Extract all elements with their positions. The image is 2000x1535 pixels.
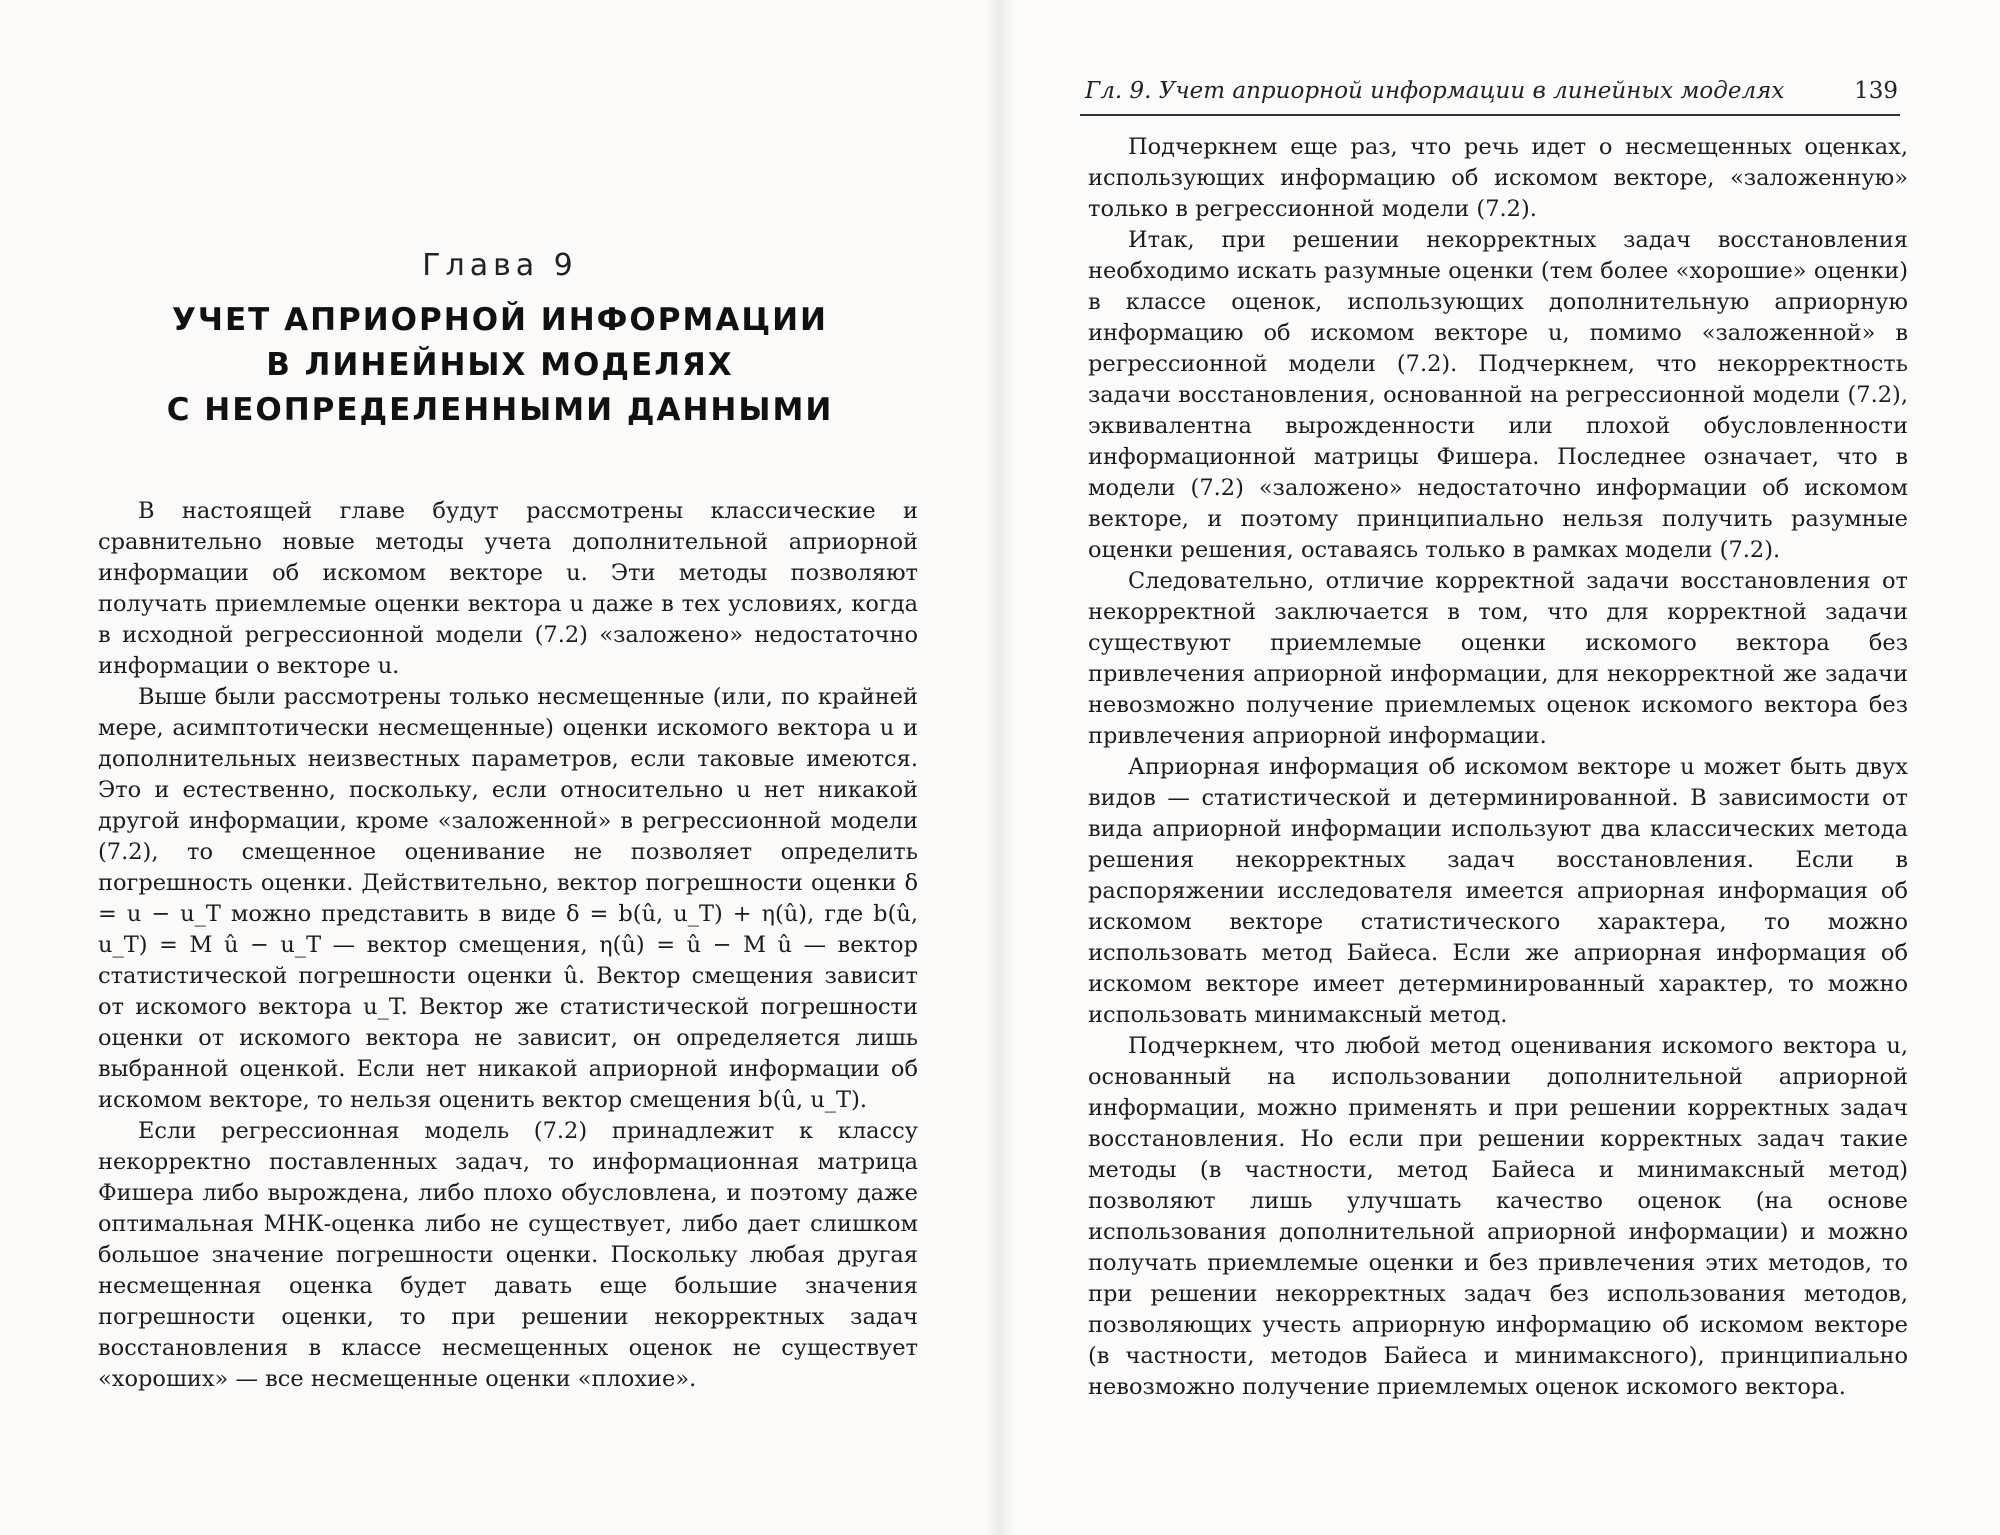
paragraph: Итак, при решении некорректных задач восстановления необходимо искать разумные оценки (тем более «хорошие» оценки) в классе оценок, использующих дополнительную априорную информацию об искомом векторе u, помимо «заложенной» в регрессионной модели (7.2). Подчеркнем, что некорректность задачи восстановления, основанной на регрессионной модели (7.2), эквивалентна вырожденности или плохой обусловленности информационной матрицы Фишера. Последнее означает, что в модели (7.2) «заложено» недостаточно информации об искомом векторе, и поэтому принципиально нельзя получить разумные оценки решения, оставаясь только в рамках модели (7.2). — [1088, 227, 1908, 563]
left-body-text — [98, 496, 918, 1395]
header-rule — [1080, 114, 1900, 116]
paragraph: Выше были рассмотрены только несмещенные (или, по крайней мере, асимптотически несмещенные) оценки искомого вектора u и дополнительных неизвестных параметров, если таковые имеются. Это и естественно, поскольку, если относительно u нет никакой другой информации, кроме «заложенной» в регрессионной модели (7.2), то смещенное оценивание не позволяет определить погрешность оценки. Действительно, вектор погрешности оценки δ = u − u_T можно представить в виде δ = b(û, u_T) + η(û), где b(û, u_T) = M û − u_T — вектор смещения, η(û) = û − M û — вектор статистической погрешности оценки û. Вектор смещения зависит от искомого вектора u_T. Вектор же статистической погрешности оценки от искомого вектора не зависит, он определяется лишь выбранной оценкой. Если нет никакой априорной информации об искомом векторе, то нельзя оценить вектор смещения b(û, u_T). — [98, 684, 918, 1113]
right-body-text — [1088, 132, 1908, 1403]
book-gutter — [985, 0, 1015, 1535]
chapter-title — [0, 298, 1000, 433]
chapter-label: Глава 9 — [422, 248, 578, 283]
chapter-title-line: С НЕОПРЕДЕЛЕННЫМИ ДАННЫМИ — [166, 392, 834, 428]
running-head-title: Гл. 9. Учет априорной информации в линейных моделях — [1085, 78, 1785, 104]
paragraph: Априорная информация об искомом векторе u может быть двух видов — статистической и детерминированной. В зависимости от вида априорной информации используют два классических метода решения некорректных задач восстановления. Если в распоряжении исследователя имеется априорная информация об искомом векторе статистического характера, то можно использовать метод Байеса. Если же априорная информация об искомом векторе имеет детерминированный характер, то можно использовать минимаксный метод. — [1088, 754, 1908, 1028]
chapter-title-line: В ЛИНЕЙНЫХ МОДЕЛЯХ — [266, 347, 734, 383]
paragraph: Подчеркнем еще раз, что речь идет о несмещенных оценках, использующих информацию об искомом векторе, «заложенную» только в регрессионной модели (7.2). — [1088, 134, 1908, 222]
paragraph: В настоящей главе будут рассмотрены классические и сравнительно новые методы учета дополнительной априорной информации об искомом векторе u. Эти методы позволяют получать приемлемые оценки вектора u даже в тех условиях, когда в исходной регрессионной модели (7.2) «заложено» недостаточно информации о векторе u. — [98, 498, 918, 679]
paragraph: Подчеркнем, что любой метод оценивания искомого вектора u, основанный на использовании дополнительной априорной информации, можно применять и при решении корректных задач восстановления. Но если при решении корректных задач такие методы (в частности, метод Байеса и минимаксный метод) позволяют лишь улучшать качество оценок (на основе использования дополнительной априорной информации) и можно получать приемлемые оценки и без привлечения этих методов, то при решении некорректных задач без использования методов, позволяющих учесть априорную информацию об искомом векторе (в частности, методов Байеса и минимаксного), принципиально невозможно получение приемлемых оценок искомого вектора. — [1088, 1033, 1908, 1400]
running-head — [1085, 78, 1898, 118]
page-number: 139 — [1854, 78, 1898, 104]
paragraph: Если регрессионная модель (7.2) принадлежит к классу некорректно поставленных задач, то информационная матрица Фишера либо вырождена, либо плохо обусловлена, и поэтому даже оптимальная МНК-оценка либо не существует, либо дает слишком большое значение погрешности оценки. Поскольку любая другая несмещенная оценка будет давать еще большие значения погрешности оценки, то при решении некорректных задач восстановления в классе несмещенных оценок не существует «хороших» — все несмещенные оценки «плохие». — [98, 1118, 918, 1392]
paragraph: Следовательно, отличие корректной задачи восстановления от некорректной заключается в том, что для корректной задачи существуют приемлемые оценки искомого вектора без привлечения априорной информации, для некорректной же задачи невозможно получение приемлемых оценок искомого вектора без привлечения априорной информации. — [1088, 568, 1908, 749]
chapter-title-line: УЧЕТ АПРИОРНОЙ ИНФОРМАЦИИ — [172, 302, 828, 338]
